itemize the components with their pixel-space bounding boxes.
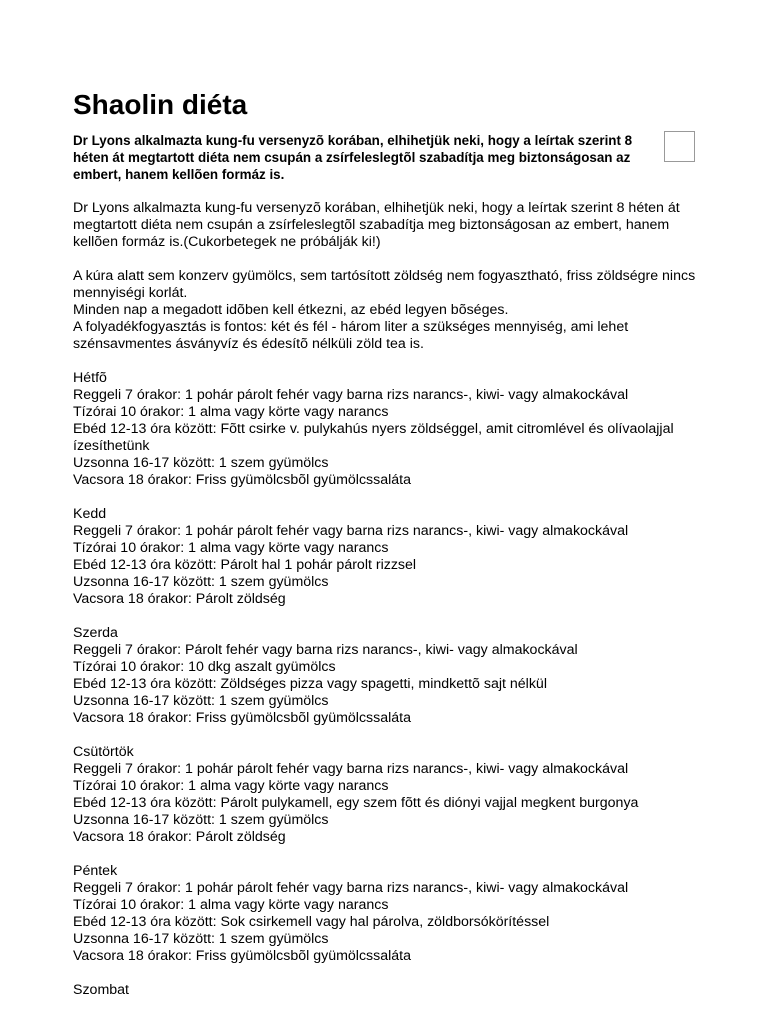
body-text: [73, 200, 713, 999]
meal-line: Ebéd 12-13 óra között: Párolt hal 1 pohár párolt rizzsel: [73, 557, 417, 573]
day-section-szerda: [73, 625, 713, 727]
meal-line: Tízórai 10 órakor: 1 alma vagy körte vagy narancs: [73, 540, 389, 556]
meal-line: Reggeli 7 órakor: 1 pohár párolt fehér vagy barna rizs narancs-, kiwi- vagy almakockával: [73, 523, 629, 539]
meal-line: Uzsonna 16-17 között: 1 szem gyümölcs: [73, 931, 329, 947]
spacer: [73, 251, 713, 268]
meal-line: Vacsora 18 órakor: Friss gyümölcsbõl gyümölcssaláta: [73, 710, 412, 726]
spacer: [73, 183, 708, 200]
spacer: [73, 489, 713, 506]
checkbox[interactable]: [664, 131, 695, 162]
day-title: Péntek: [73, 863, 118, 879]
meal-line: Reggeli 7 órakor: Párolt fehér vagy barna rizs narancs-, kiwi- vagy almakockával: [73, 642, 578, 658]
meal-line: Tízórai 10 órakor: 10 dkg aszalt gyümölcs: [73, 659, 336, 675]
spacer: [73, 846, 713, 863]
page-title: Shaolin diéta: [73, 89, 248, 120]
meal-line: Vacsora 18 órakor: Párolt zöldség: [73, 829, 286, 845]
rule-paragraph: A kúra alatt sem konzerv gyümölcs, sem tartósított zöldség nem fogyasztható, friss zöldségre nincs mennyiségi korlát.: [73, 268, 696, 301]
day-title: Csütörtök: [73, 744, 134, 760]
meal-line: Ebéd 12-13 óra között: Fõtt csirke v. pulykahús nyers zöldséggel, amit citromlével és olívaolajjal ízesíthetünk: [73, 421, 674, 454]
meal-line: Ebéd 12-13 óra között: Zöldséges pizza vagy spagetti, mindkettõ sajt nélkül: [73, 676, 547, 692]
rule-paragraph: Minden nap a megadott idõben kell étkezni, az ebéd legyen bõséges.: [73, 302, 509, 318]
day-title: Szerda: [73, 625, 118, 641]
meal-line: Reggeli 7 órakor: 1 pohár párolt fehér vagy barna rizs narancs-, kiwi- vagy almakockával: [73, 387, 629, 403]
spacer: [73, 965, 713, 982]
meal-line: Ebéd 12-13 óra között: Sok csirkemell vagy hal párolva, zöldborsókörítéssel: [73, 914, 550, 930]
meal-line: Vacsora 18 órakor: Friss gyümölcsbõl gyümölcssaláta: [73, 948, 412, 964]
day-title: Hétfõ: [73, 370, 107, 386]
lead-paragraph: Dr Lyons alkalmazta kung-fu versenyzõ korában, elhihetjük neki, hogy a leírtak szerint 8 héten át megtartott diéta nem csupán a zsírfeleslegtõl szabadítja meg biztonságosan az embert, hanem kellõen formáz is.: [73, 133, 633, 182]
spacer: [73, 727, 713, 744]
meal-line: Uzsonna 16-17 között: 1 szem gyümölcs: [73, 693, 329, 709]
rule-paragraph: A folyadékfogyasztás is fontos: két és fél - három liter a szükséges mennyiség, ami lehet szénsavmentes ásványvíz és édesítõ nélküli zöld tea is.: [73, 319, 629, 352]
day-title: Kedd: [73, 506, 107, 522]
meal-line: Reggeli 7 órakor: 1 pohár párolt fehér vagy barna rizs narancs-, kiwi- vagy almakockával: [73, 761, 629, 777]
day-section-szombat: [73, 982, 713, 999]
spacer: [73, 608, 713, 625]
meal-line: Ebéd 12-13 óra között: Párolt pulykamell, egy szem fõtt és diónyi vajjal megkent burgonya: [73, 795, 639, 811]
day-section-kedd: [73, 506, 713, 608]
meal-line: Tízórai 10 órakor: 1 alma vagy körte vagy narancs: [73, 404, 389, 420]
meal-line: Vacsora 18 órakor: Friss gyümölcsbõl gyümölcssaláta: [73, 472, 412, 488]
day-title: Szombat: [73, 982, 129, 998]
spacer: [73, 353, 713, 370]
day-section-hetfo: [73, 370, 713, 489]
meal-line: Uzsonna 16-17 között: 1 szem gyümölcs: [73, 574, 329, 590]
day-section-pentek: [73, 863, 713, 965]
meal-line: Reggeli 7 órakor: 1 pohár párolt fehér vagy barna rizs narancs-, kiwi- vagy almakockával: [73, 880, 629, 896]
meal-line: Vacsora 18 órakor: Párolt zöldség: [73, 591, 286, 607]
meal-line: Tízórai 10 órakor: 1 alma vagy körte vagy narancs: [73, 897, 389, 913]
meal-line: Tízórai 10 órakor: 1 alma vagy körte vagy narancs: [73, 778, 389, 794]
intro-paragraph: Dr Lyons alkalmazta kung-fu versenyzõ korában, elhihetjük neki, hogy a leírtak szerint 8 héten át megtartott diéta nem csupán a zsírfeleslegtõl szabadítja meg biztonságosan az embert, hanem kellõen formáz is.(Cukorbetegek ne próbálják ki!): [73, 200, 680, 250]
meal-line: Uzsonna 16-17 között: 1 szem gyümölcs: [73, 455, 329, 471]
day-section-csutortok: [73, 744, 713, 846]
meal-line: Uzsonna 16-17 között: 1 szem gyümölcs: [73, 812, 329, 828]
